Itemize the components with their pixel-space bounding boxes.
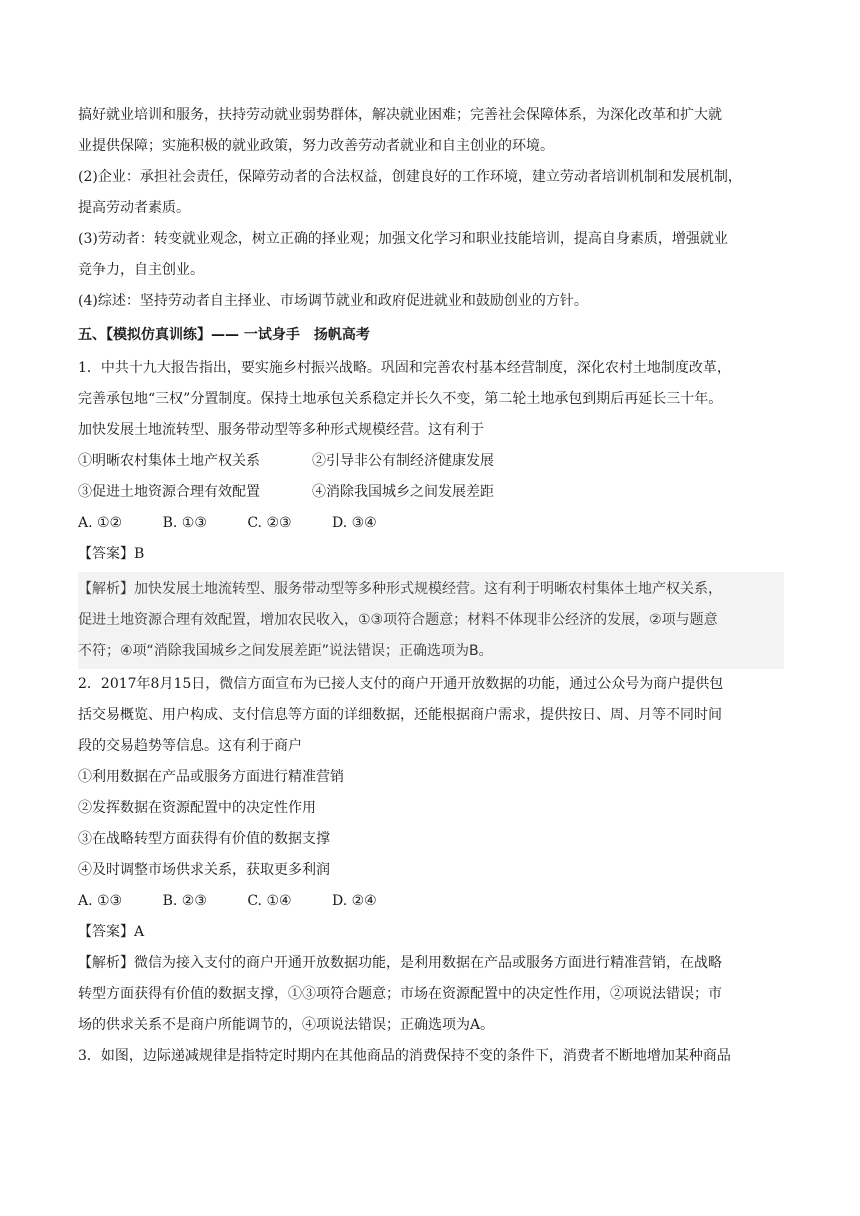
q1-stem-line: 完善承包地“三权”分置制度。保持土地承包关系稳定并长久不变，第二轮土地承包到期后再延长三十年。 bbox=[78, 391, 723, 407]
intro-line: (2)企业：承担社会责任，保障劳动者的合法权益，创建良好的工作环境，建立劳动者培训机制和发展机制， bbox=[78, 169, 742, 185]
q1-options-row bbox=[78, 477, 784, 508]
q2-choice-c: C. ①④ bbox=[247, 893, 292, 909]
q1-choice-d: D. ③④ bbox=[332, 515, 377, 531]
q2-analysis-line: 场的供求关系不是商户所能调节的，④项说法错误；正确选项为A。 bbox=[78, 1017, 495, 1033]
q2-stem-line: 括交易概览、用户构成、支付信息等方面的详细数据，还能根据商户需求，提供按日、周、月等不同时间 bbox=[78, 707, 722, 723]
q2-analysis-line: 转型方面获得有价值的数据支撑，①③项符合题意；市场在资源配置中的决定性作用，②项说法错误；市 bbox=[78, 986, 722, 1002]
q1-options-row bbox=[78, 446, 784, 477]
q1-option-4: ④消除我国城乡之间发展差距 bbox=[312, 484, 494, 500]
q1-analysis-line: 不符；④项“消除我国城乡之间发展差距”说法错误；正确选项为B。 bbox=[78, 643, 493, 659]
q3-stem-line: 3．如图，边际递减规律是指特定时期内在其他商品的消费保持不变的条件下，消费者不断地增加某种商品 bbox=[78, 1048, 731, 1064]
q1-option-2: ②引导非公有制经济健康发展 bbox=[312, 453, 494, 469]
q1-choice-b: B. ①③ bbox=[162, 515, 207, 531]
q1-stem-line: 1．中共十九大报告指出，要实施乡村振兴战略。巩固和完善农村基本经营制度，深化农村土地制度改革， bbox=[78, 360, 731, 376]
q1-choices bbox=[78, 508, 784, 539]
q2-choices bbox=[78, 886, 784, 917]
q1-answer: 【答案】B bbox=[78, 546, 145, 562]
q1-choice-c: C. ②③ bbox=[247, 515, 292, 531]
q2-option: ②发挥数据在资源配置中的决定性作用 bbox=[78, 800, 316, 816]
section-heading: 五、【模拟仿真训练】—— 一试身手 扬帆高考 bbox=[78, 327, 370, 343]
document-page bbox=[78, 100, 784, 1072]
q1-analysis-line: 促进土地资源合理有效配置，增加农民收入，①③项符合题意；材料不体现非公经济的发展，②项与题意 bbox=[78, 612, 718, 628]
q1-option-3: ③促进土地资源合理有效配置 bbox=[78, 484, 260, 500]
q1-option-1: ①明晰农村集体土地产权关系 bbox=[78, 453, 260, 469]
intro-line: 搞好就业培训和服务，扶持劳动就业弱势群体，解决就业困难；完善社会保障体系，为深化改革和扩大就 bbox=[78, 107, 722, 123]
q2-choice-a: A. ①③ bbox=[78, 893, 123, 909]
intro-line: (4)综述：坚持劳动者自主择业、市场调节就业和政府促进就业和鼓励创业的方针。 bbox=[78, 293, 588, 309]
q2-option: ①利用数据在产品或服务方面进行精准营销 bbox=[78, 769, 344, 785]
q2-answer: 【答案】A bbox=[78, 924, 145, 940]
q2-option: ④及时调整市场供求关系，获取更多利润 bbox=[78, 862, 330, 878]
intro-line: (3)劳动者：转变就业观念，树立正确的择业观；加强文化学习和职业技能培训，提高自身素质，增强就业 bbox=[78, 231, 728, 247]
q1-choice-a: A. ①② bbox=[78, 515, 123, 531]
intro-line: 竞争力，自主创业。 bbox=[78, 262, 204, 278]
q1-analysis-image bbox=[78, 572, 784, 669]
q2-choice-d: D. ②④ bbox=[332, 893, 377, 909]
q2-stem-line: 段的交易趋势等信息。这有利于商户 bbox=[78, 738, 302, 754]
q2-option: ③在战略转型方面获得有价值的数据支撑 bbox=[78, 831, 330, 847]
q1-stem-line: 加快发展土地流转型、服务带动型等多种形式规模经营。这有利于 bbox=[78, 422, 484, 438]
q1-analysis-line: 【解析】加快发展土地流转型、服务带动型等多种形式规模经营。这有利于明晰农村集体土地产权关系， bbox=[78, 581, 722, 597]
q2-analysis-line: 【解析】微信为接入支付的商户开通开放数据功能，是利用数据在产品或服务方面进行精准营销，在战略 bbox=[78, 955, 722, 971]
intro-line: 业提供保障；实施积极的就业政策，努力改善劳动者就业和自主创业的环境。 bbox=[78, 138, 554, 154]
q2-stem-line: 2．2017年8月15日，微信方面宣布为已接人支付的商户开通开放数据的功能，通过公众号为商户提供包 bbox=[78, 676, 724, 692]
intro-line: 提高劳动者素质。 bbox=[78, 200, 190, 216]
q2-choice-b: B. ②③ bbox=[162, 893, 207, 909]
